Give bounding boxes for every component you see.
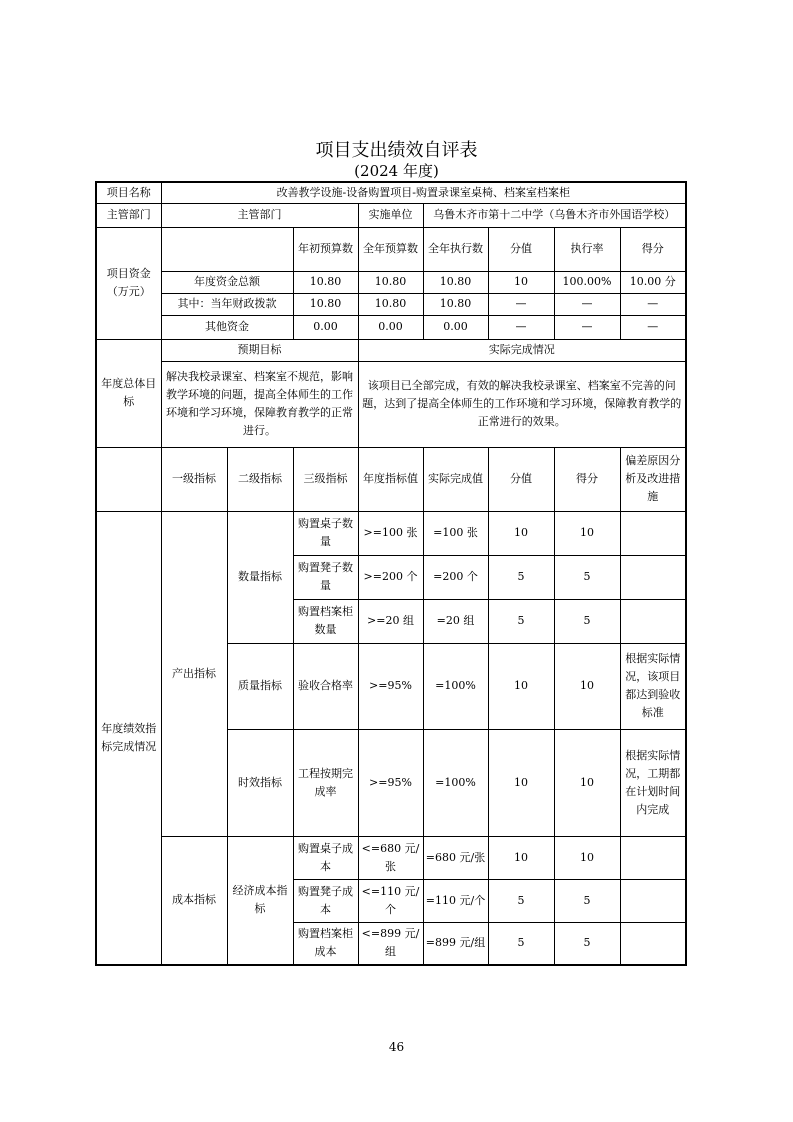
target-value: <=110 元/个	[358, 879, 423, 922]
actual-result-text: 该项目已全部完成，有效的解决我校录课室、档案室不完善的问题，达到了提高全体师生的工作环境和学习环境，保障教育教学的正常进行的效果。	[358, 361, 686, 447]
score-value: 5	[488, 922, 554, 965]
funds-row-label: 其中：当年财政拨款	[161, 293, 293, 315]
actual-value: =20 组	[423, 599, 488, 643]
deviation-note: 根据实际情况，该项目都达到验收标准	[620, 643, 686, 729]
funds-header: 执行率	[554, 227, 620, 271]
goals-header-row	[96, 339, 686, 361]
indicator-header: 年度指标值	[358, 447, 423, 511]
indicator-row	[96, 511, 686, 555]
dept-label: 主管部门	[96, 203, 161, 227]
expected-goal-header: 预期目标	[161, 339, 358, 361]
deviation-note	[620, 555, 686, 599]
got-score: 5	[554, 879, 620, 922]
actual-value: =100%	[423, 643, 488, 729]
indicator-header: 偏差原因分析及改进措施	[620, 447, 686, 511]
performance-section-label: 年度绩效指标完成情况	[96, 511, 161, 965]
page-title: 项目支出绩效自评表	[315, 140, 478, 161]
funds-header: 年初预算数	[293, 227, 358, 271]
funds-header-row	[96, 227, 686, 271]
indicator-header: 二级指标	[227, 447, 293, 511]
indicator-header: 得分	[554, 447, 620, 511]
indicator-header: 三级指标	[293, 447, 358, 511]
funds-row	[96, 315, 686, 339]
funds-cell: —	[488, 293, 554, 315]
score-value: 10	[488, 643, 554, 729]
actual-value: =899 元/组	[423, 922, 488, 965]
level3-indicator: 购置凳子成本	[293, 879, 358, 922]
funds-cell: 10.80	[293, 293, 358, 315]
actual-value: =100 张	[423, 511, 488, 555]
econ-cost-indicator-label: 经济成本指标	[227, 836, 293, 965]
expected-goal-text: 解决我校录课室、档案室不规范，影响教学环境的问题，提高全体师生的工作环境和学习环境，保障教育教学的正常进行。	[161, 361, 358, 447]
indicator-header-row	[96, 447, 686, 511]
got-score: 5	[554, 555, 620, 599]
unit-value: 乌鲁木齐市第十二中学（乌鲁木齐市外国语学校）	[423, 203, 686, 227]
indicator-header: 分值	[488, 447, 554, 511]
funds-cell: —	[554, 293, 620, 315]
time-indicator-label: 时效指标	[227, 729, 293, 836]
funds-cell: —	[620, 315, 686, 339]
level3-indicator: 购置档案柜成本	[293, 922, 358, 965]
target-value: >=20 组	[358, 599, 423, 643]
level3-indicator: 购置桌子数量	[293, 511, 358, 555]
got-score: 5	[554, 922, 620, 965]
funds-cell: —	[488, 315, 554, 339]
funds-cell: 10.80	[423, 293, 488, 315]
indicator-header: 一级指标	[161, 447, 227, 511]
target-value: >=100 张	[358, 511, 423, 555]
funds-cell: 0.00	[358, 315, 423, 339]
actual-value: =200 个	[423, 555, 488, 599]
funds-cell: 10.00 分	[620, 271, 686, 293]
funds-cell: 10.80	[358, 293, 423, 315]
evaluation-table	[95, 181, 687, 966]
cost-indicator-label: 成本指标	[161, 836, 227, 965]
score-value: 10	[488, 836, 554, 879]
funds-header: 得分	[620, 227, 686, 271]
funds-row	[96, 293, 686, 315]
indicator-header: 实际完成值	[423, 447, 488, 511]
actual-value: =680 元/张	[423, 836, 488, 879]
funds-header: 全年预算数	[358, 227, 423, 271]
funds-header: 全年执行数	[423, 227, 488, 271]
title-block	[0, 140, 793, 180]
dept-row	[96, 203, 686, 227]
funds-header: 分值	[488, 227, 554, 271]
got-score: 5	[554, 599, 620, 643]
deviation-note: 根据实际情况，工期都在计划时间内完成	[620, 729, 686, 836]
indicator-row	[96, 836, 686, 879]
project-row	[96, 182, 686, 203]
funds-label: 项目资金（万元）	[96, 227, 161, 339]
goals-label: 年度总体目标	[96, 339, 161, 447]
level3-indicator: 购置桌子成本	[293, 836, 358, 879]
target-value: <=680 元/张	[358, 836, 423, 879]
score-value: 5	[488, 879, 554, 922]
indicator-header-blank	[96, 447, 161, 511]
funds-row	[96, 271, 686, 293]
deviation-note	[620, 836, 686, 879]
funds-cell: 10.80	[423, 271, 488, 293]
funds-row-label: 年度资金总额	[161, 271, 293, 293]
target-value: <=899 元/组	[358, 922, 423, 965]
page-subtitle: (2024 年度)	[354, 162, 439, 180]
target-value: >=95%	[358, 643, 423, 729]
dept-value: 主管部门	[161, 203, 358, 227]
funds-cell: —	[554, 315, 620, 339]
target-value: >=200 个	[358, 555, 423, 599]
got-score: 10	[554, 511, 620, 555]
score-value: 10	[488, 729, 554, 836]
funds-row-label: 其他资金	[161, 315, 293, 339]
got-score: 10	[554, 729, 620, 836]
level3-indicator: 验收合格率	[293, 643, 358, 729]
quality-indicator-label: 质量指标	[227, 643, 293, 729]
funds-cell: 100.00%	[554, 271, 620, 293]
actual-value: =110 元/个	[423, 879, 488, 922]
score-value: 5	[488, 555, 554, 599]
deviation-note	[620, 879, 686, 922]
goals-text-row	[96, 361, 686, 447]
page-number: 46	[388, 1040, 405, 1054]
got-score: 10	[554, 836, 620, 879]
level3-indicator: 购置凳子数量	[293, 555, 358, 599]
funds-cell: 10.80	[293, 271, 358, 293]
funds-cell: 0.00	[423, 315, 488, 339]
unit-label: 实施单位	[358, 203, 423, 227]
funds-cell: —	[620, 293, 686, 315]
score-value: 5	[488, 599, 554, 643]
deviation-note	[620, 511, 686, 555]
deviation-note	[620, 922, 686, 965]
deviation-note	[620, 599, 686, 643]
score-value: 10	[488, 511, 554, 555]
funds-header-blank	[161, 227, 293, 271]
project-name-label: 项目名称	[96, 182, 161, 203]
level3-indicator: 购置档案柜数量	[293, 599, 358, 643]
funds-cell: 0.00	[293, 315, 358, 339]
quantity-indicator-label: 数量指标	[227, 511, 293, 643]
actual-value: =100%	[423, 729, 488, 836]
target-value: >=95%	[358, 729, 423, 836]
funds-cell: 10.80	[358, 271, 423, 293]
got-score: 10	[554, 643, 620, 729]
actual-result-header: 实际完成情况	[358, 339, 686, 361]
output-indicator-label: 产出指标	[161, 511, 227, 836]
project-name-value: 改善教学设施-设备购置项目-购置录课室桌椅、档案室档案柜	[161, 182, 686, 203]
level3-indicator: 工程按期完成率	[293, 729, 358, 836]
funds-cell: 10	[488, 271, 554, 293]
